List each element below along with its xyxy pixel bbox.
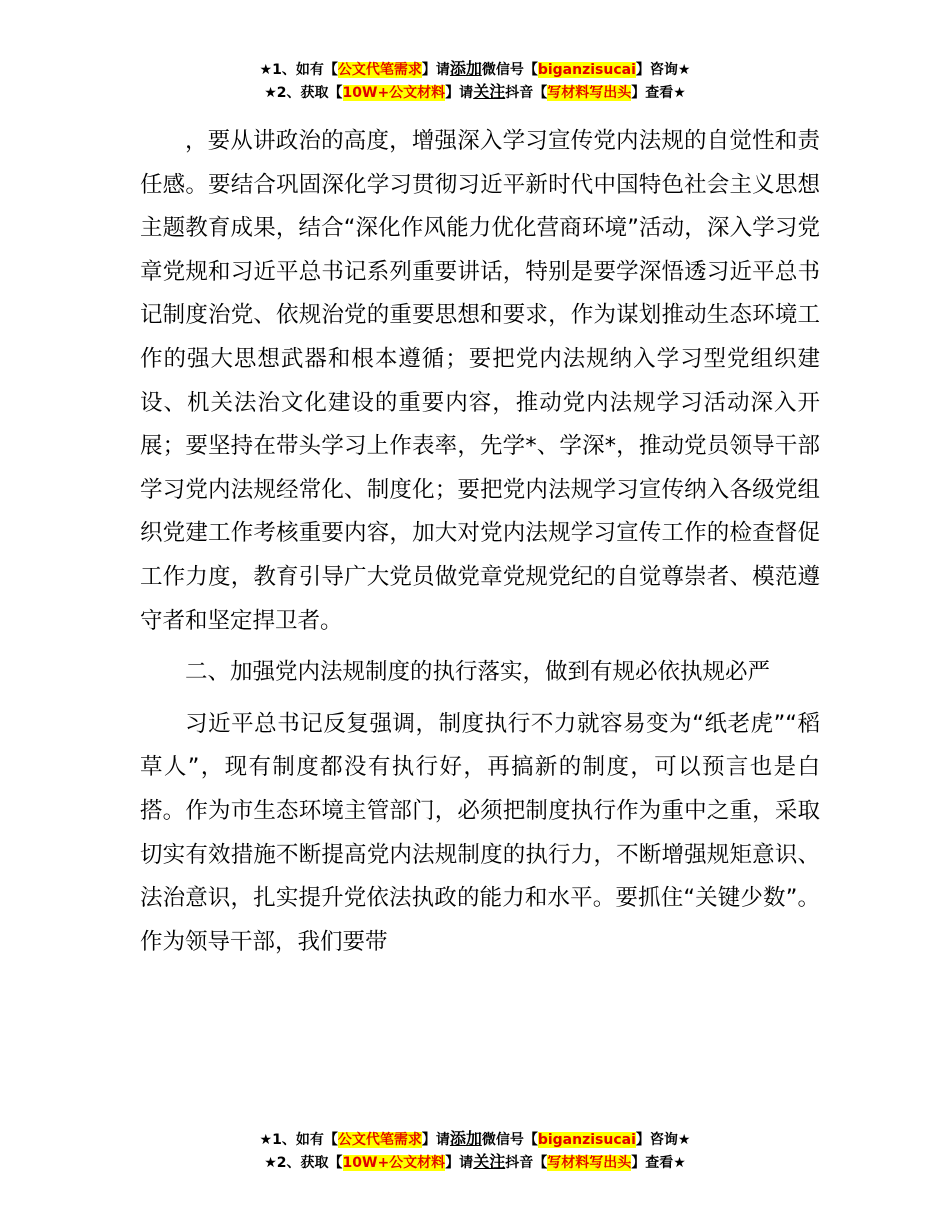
footer-banner [0,1128,950,1174]
banner-line-2: ★2、获取【10W+公文材料】请关注抖音【写材料写出头】查看★ [264,82,686,101]
banner-highlight-douyin-account: 写材料写出头 [547,85,632,101]
banner-highlight-service: 公文代笔需求 [337,1132,422,1148]
banner-line-1: ★1、如有【公文代笔需求】请添加微信号【biganzisucai】咨询★ [259,59,691,78]
banner-highlight-wechat-id: biganzisucai [537,1132,636,1148]
banner-line-2: ★2、获取【10W+公文材料】请关注抖音【写材料写出头】查看★ [264,1152,686,1171]
document-body [140,120,820,964]
section-heading: 二、加强党内法规制度的执行落实，做到有规必依执规必严 [185,659,771,686]
header-banner [0,58,950,104]
banner-highlight-wechat-id: biganzisucai [537,62,636,78]
banner-highlight-service: 公文代笔需求 [337,62,422,78]
paragraph-study-regulations: ，要从讲政治的高度，增强深入学习宣传党内法规的自觉性和责任感。要结合巩固深化学习贯彻习近平新时代中国特色社会主义思想主题教育成果，结合“深化作风能力优化营商环境”活动，深入学习党章党规和习近平总书记系列重要讲话，特别是要学深悟透习近平总书记制度治党、依规治党的重要思想和要求，作为谋划推动生态环境工作的强大思想武器和根本遵循；要把党内法规纳入学习型党组织建设、机关法治文化建设的重要内容，推动党内法规学习活动深入开展；要坚持在带头学习上作表率，先学*、学深*，推动党员领导干部学习党内法规经常化、制度化；要把党内法规学习宣传纳入各级党组织党建工作考核重要内容，加大对党内法规学习宣传工作的检查督促工作力度，教育引导广大党员做党章党规党纪的自觉尊崇者、模范遵守者和坚定捍卫者。 [140,128,820,634]
banner-line-1: ★1、如有【公文代笔需求】请添加微信号【biganzisucai】咨询★ [259,1129,691,1148]
banner-highlight-materials: 10W+公文材料 [342,1155,446,1171]
banner-highlight-materials: 10W+公文材料 [342,85,446,101]
paragraph-enforcement: 习近平总书记反复强调，制度执行不力就容易变为“纸老虎”“稻草人”，现有制度都没有执行好，再搞新的制度，可以预言也是白搭。作为市生态环境主管部门，必须把制度执行作为重中之重，采取切实有效措施不断提高党内法规制度的执行力，不断增强规矩意识、法治意识，扎实提升党依法执政的能力和水平。要抓住“关键少数”。作为领导干部，我们要带 [140,710,820,955]
banner-highlight-douyin-account: 写材料写出头 [547,1155,632,1171]
